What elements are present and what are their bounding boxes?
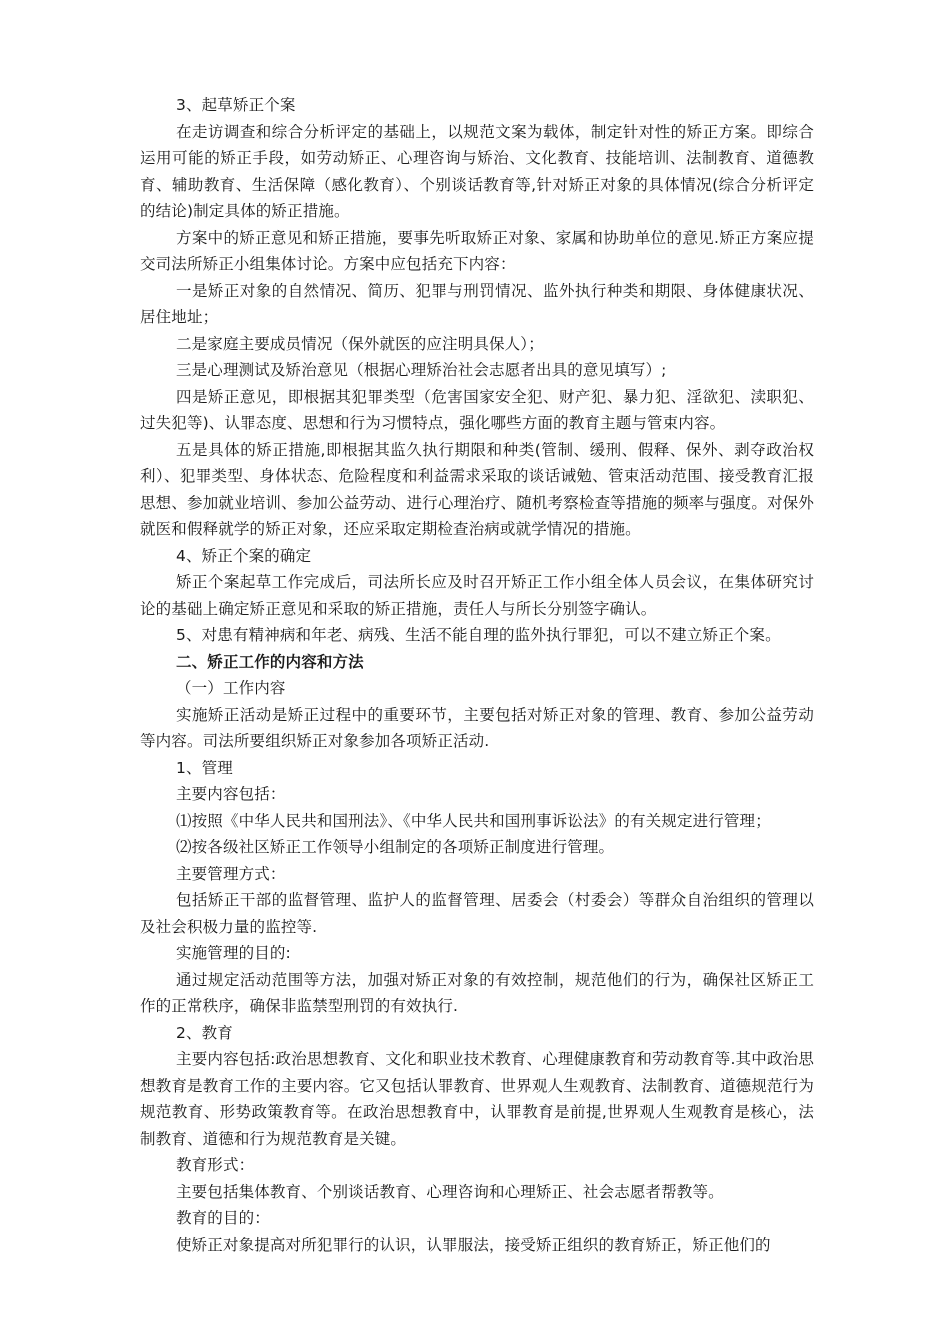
paragraph-item-five: 五是具体的矫正措施,即根据其监久执行期限和种类(管制、缓刑、假释、保外、剥夺政治权利）、犯罪类型、身体状态、危险程度和利益需求采取的谈话诫勉、管束活动范围、接受教育汇报思想、参加就业培训、参加公益劳动、进行心理治疗、随机考察检查等措施的频率与强度。对保外就医和假释就学的矫正对象，还应采取定期检查治病或就学情况的措施。 (140, 440, 814, 538)
heading-management: 1、管理 (176, 758, 233, 777)
paragraph-management-purpose: 通过规定活动范围等方法，加强对矫正对象的有效控制，规范他们的行为，确保社区矫正工作的正常秩序，确保非监禁型刑罚的有效执行. (140, 970, 814, 1015)
paragraph-education-purpose: 使矫正对象提高对所犯罪行的认识，认罪服法，接受矫正组织的教育矫正，矫正他们的 (176, 1235, 771, 1254)
paragraph-education-forms: 主要包括集体教育、个别谈话教育、心理咨询和心理矫正、社会志愿者帮教等。 (176, 1182, 724, 1201)
section-heading-content-methods: 二、矫正工作的内容和方法 (176, 652, 364, 671)
heading-drafting-case: 3、起草矫正个案 (176, 96, 296, 114)
paragraph-item-two: 二是家庭主要成员情况（保外就医的应注明具保人）； (176, 334, 544, 353)
paragraph-item-three: 三是心理测试及矫治意见（根据心理矫治社会志愿者出具的意见填写）; (176, 361, 667, 379)
paragraph-item-four: 四是矫正意见，即根据其犯罪类型（危害国家安全犯、财产犯、暴力犯、淫欲犯、渎职犯、过失犯等)、认罪态度、思想和行为习惯特点，强化哪些方面的教育主题与管束内容。 (140, 387, 814, 432)
paragraph-management-methods: 包括矫正干部的监督管理、监护人的监督管理、居委会（村委会）等群众自治组织的管理以及社会积极力量的监控等. (140, 891, 814, 936)
heading-case-confirmation: 4、矫正个案的确定 (176, 546, 312, 565)
document-body (140, 92, 814, 1258)
heading-education: 2、教育 (176, 1023, 233, 1042)
paragraph-education-content: 主要内容包括:政治思想教育、文化和职业技术教育、心理健康教育和劳动教育等.其中政治思想教育是教育工作的主要内容。它又包括认罪教育、世界观人生观教育、法制教育、道德规范行为规范教育、形势政策教育等。在政治思想教育中，认罪教育是前提,世界观人生观教育是核心，法制教育、道德和行为规范教育是关键。 (140, 1050, 814, 1148)
paragraph-item-one: 一是矫正对象的自然情况、简历、犯罪与刑罚情况、监外执行种类和期限、身体健康状况、居住地址； (140, 281, 814, 326)
label-management-purpose: 实施管理的目的: (176, 944, 291, 962)
paragraph-exemption: 5、对患有精神病和年老、病残、生活不能自理的监外执行罪犯，可以不建立矫正个案。 (176, 626, 781, 644)
label-education-forms: 教育形式： (176, 1156, 255, 1174)
list-item-rules: ⑵按各级社区矫正工作领导小组制定的各项矫正制度进行管理。 (176, 838, 615, 856)
paragraph-plan-opinions: 方案中的矫正意见和矫正措施，要事先听取矫正对象、家属和协助单位的意见.矫正方案应提交司法所矫正小组集体讨论。方案中应包括充下内容： (140, 228, 814, 273)
label-education-purpose: 教育的目的： (176, 1209, 270, 1227)
label-management-methods: 主要管理方式： (176, 864, 286, 883)
paragraph-activities: 实施矫正活动是矫正过程中的重要环节，主要包括对矫正对象的管理、教育、参加公益劳动等内容。司法所要组织矫正对象参加各项矫正活动. (140, 705, 814, 750)
list-item-law: ⑴按照《中华人民共和国刑法》、《中华人民共和国刑事诉讼法》的有关规定进行管理； (176, 811, 771, 830)
paragraph-plan-basis: 在走访调查和综合分析评定的基础上，以规范文案为载体，制定针对性的矫正方案。即综合运用可能的矫正手段，如劳动矫正、心理咨询与矫治、文化教育、技能培训、法制教育、道德教育、辅助教育、生活保障（感化教育）、个别谈话教育等,针对矫正对象的具体情况(综合分析评定的结论)制定具体的矫正措施。 (140, 122, 814, 220)
subheading-work-content: （一）工作内容 (176, 679, 286, 697)
label-main-content: 主要内容包括： (176, 785, 286, 803)
paragraph-case-confirmation: 矫正个案起草工作完成后，司法所长应及时召开矫正工作小组全体人员会议，在集体研究讨论的基础上确定矫正意见和采取的矫正措施，责任人与所长分别签字确认。 (140, 573, 814, 618)
